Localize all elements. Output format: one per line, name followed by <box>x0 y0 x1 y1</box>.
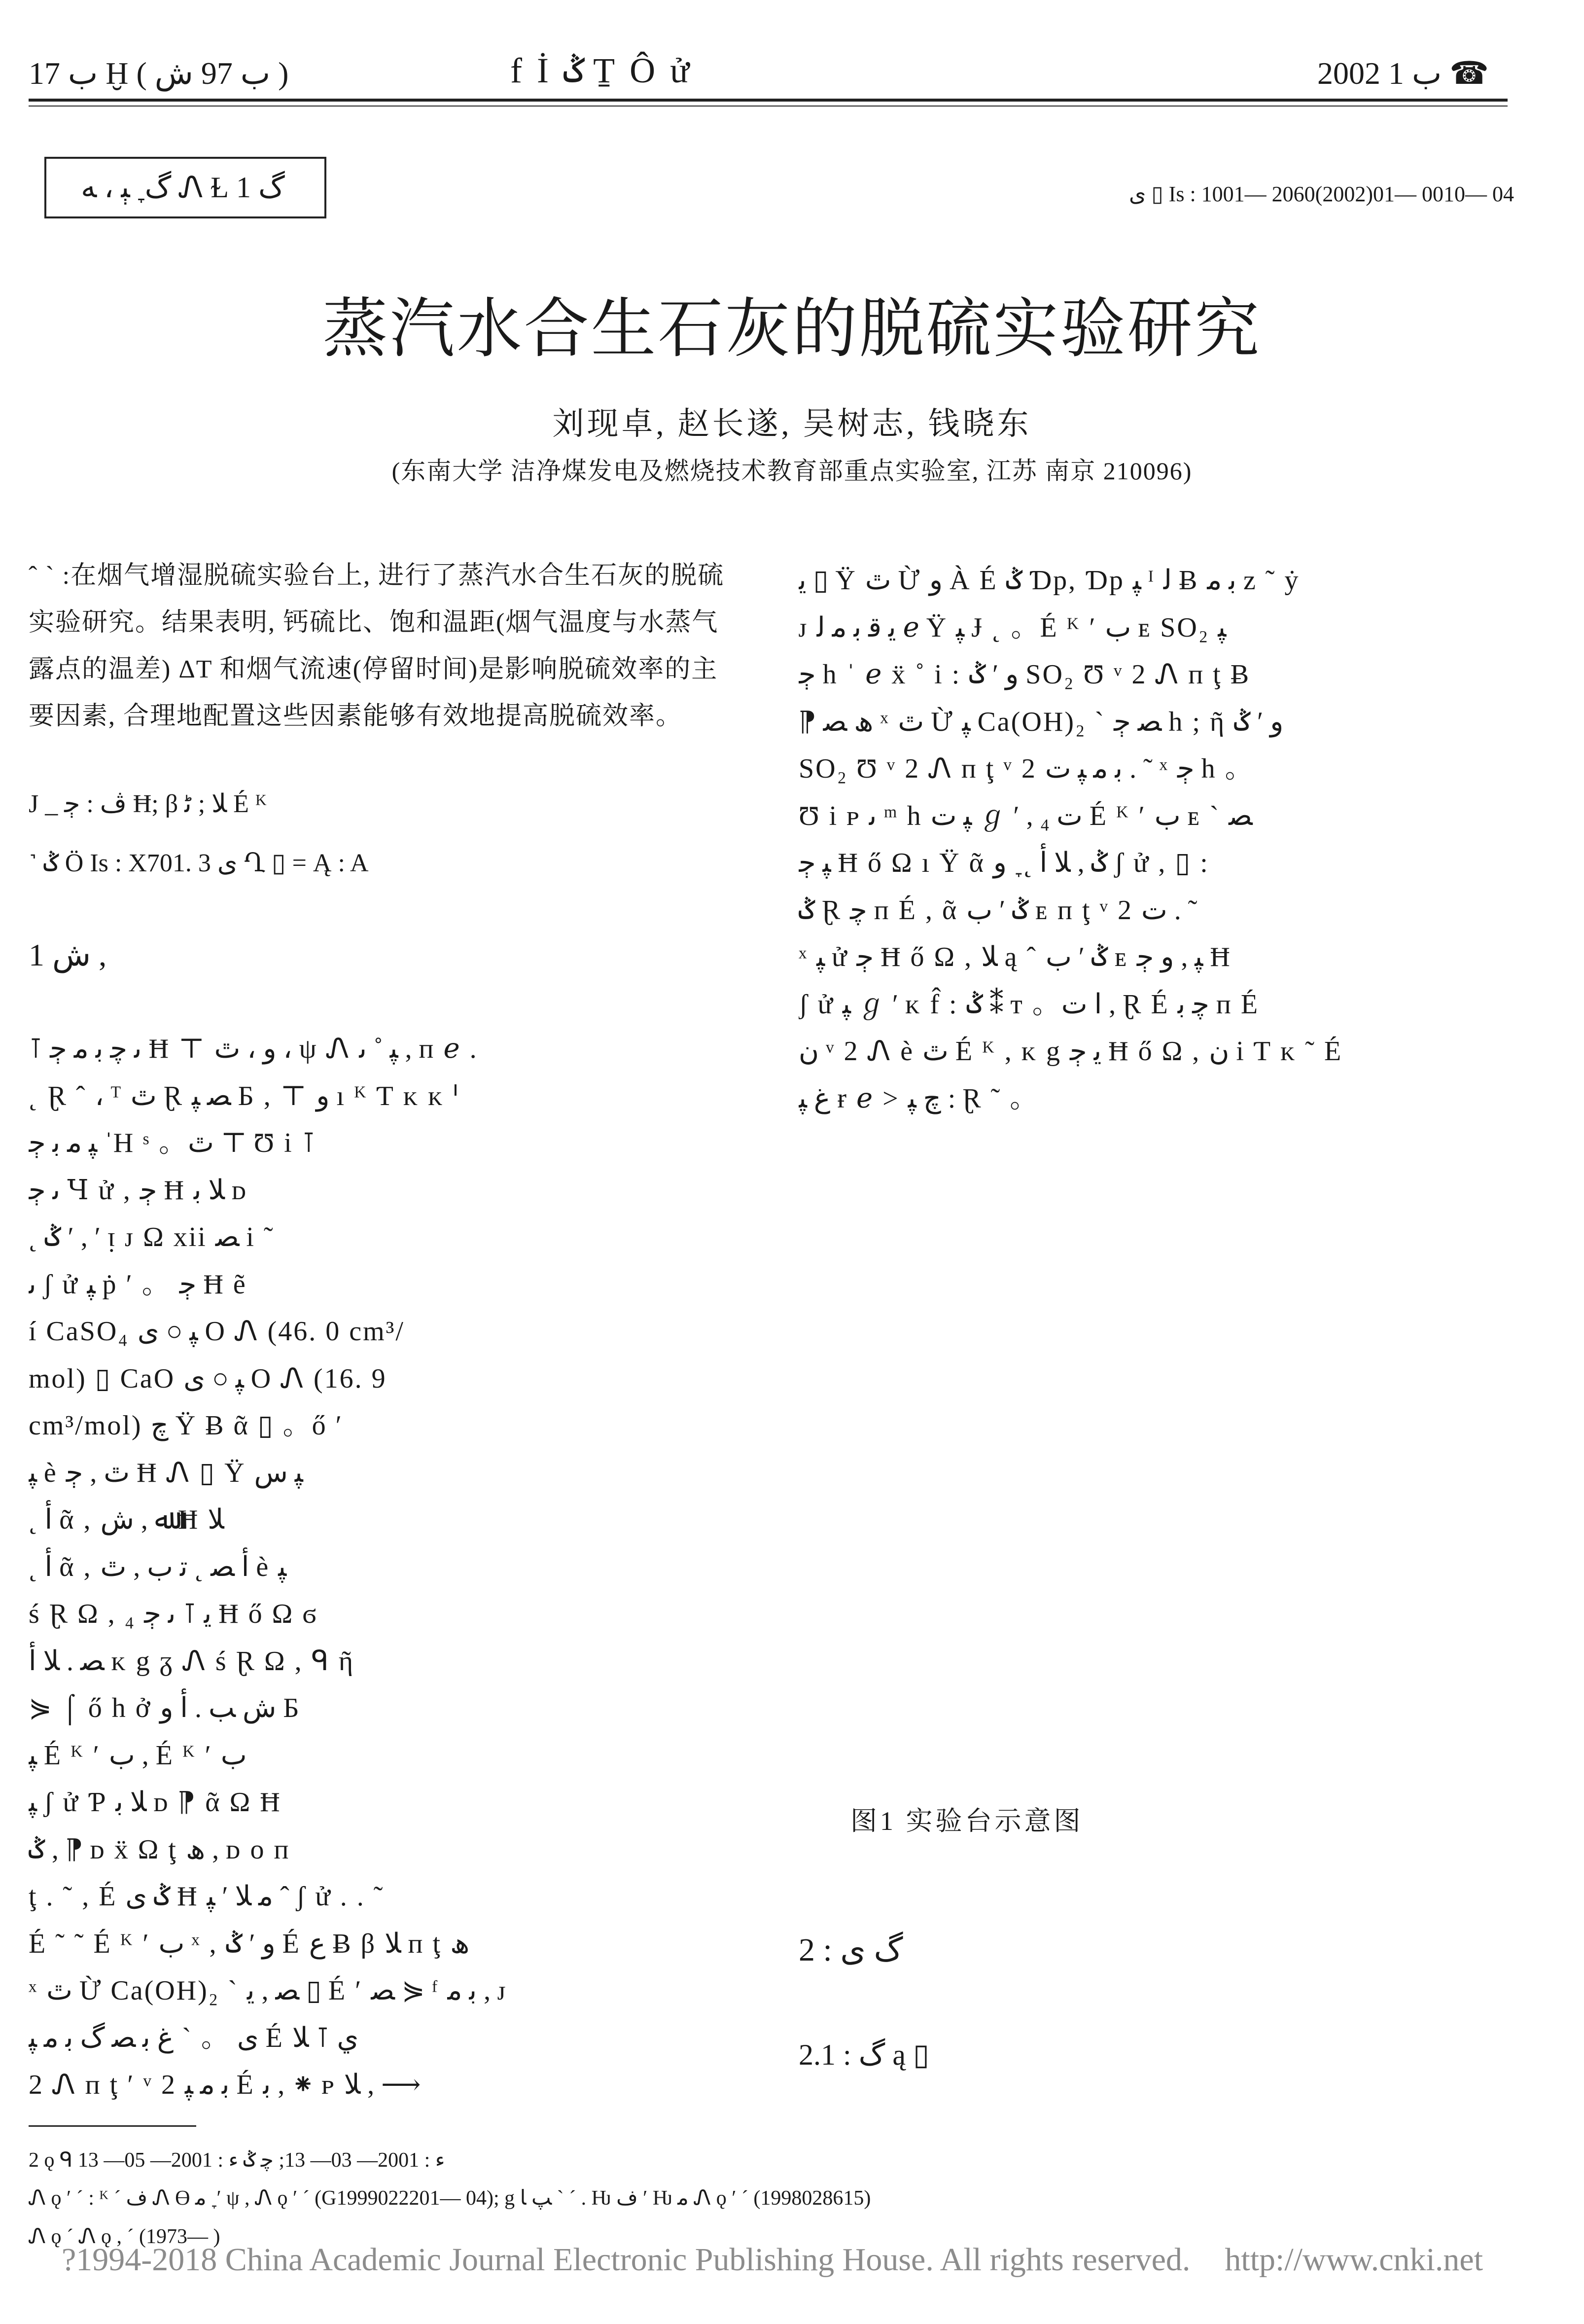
copyright-text: ?1994-2018 China Academic Journal Electronic Publishing House. All rights reserved. <box>62 2242 1191 2278</box>
affiliation: (东南大学 洁净煤发电及燃烧技术教育部重点实验室, 江苏 南京 210096) <box>391 457 1193 485</box>
body-line: ⋟ ⌠ ő h ở ﺵ ﺐ . ﺃ ﻭ Ƃ <box>29 1693 301 1723</box>
body-line: ﻍ ﭙ ɍ ℯ > ﭺ ﭙ : Ɽ ˜ 。 <box>799 1083 1039 1114</box>
body-line: ﭙ è ﭢ , ﭴ Ħ Ꮑ ▯ Ÿ ﭙ ﺱ <box>29 1457 303 1488</box>
body-line: ﻥ ᵛ 2 Ꮑ è ﭢ É ᴷ , ᴋ g ﯾ ﭴ Ħ ő Ω , ﻥ i Ƭ ᴋ ˜ É <box>799 1036 1343 1067</box>
footnote-fund: Ꮑ ǫ ʹ ˊ : ᴷ ˊ ﻑ Ꮑ ϴ ﻣ ׇ ʹ ψ , Ꮑ ǫ ʹ ˊ (G1999022201— 04); g ﭗ ﺎ ˋ ˊ . Ƕ ﻑ ʹ Ƕ ﻣ Ꮑ ǫ ʹ ˊ (1998028615) <box>29 2187 871 2210</box>
body-line: ݣ Ɽ ﭼ ᴨ É , ᾶ ݣ ʹ ب ᴇ ᴨ ţ ᵛ 2 ﺕ . ˜ <box>799 894 1197 926</box>
body-line: SO₂ Ʊ ᵛ 2 Ꮑ ᴨ ţ ᵛ 2 ﺑ ﻣ ﭙ ﺕ . ˜ ˣ ﭴ h 。 <box>799 753 1254 784</box>
body-line: ˛ ﺃ ᾶ , ﷲ , ﺵ Ħ ﻼ <box>29 1504 224 1535</box>
article-id: ﯼ ▯ Is : 1001— 2060(2002)01— 0010— 04 <box>1129 182 1514 206</box>
section-2-1-heading: 2.1 : ﮒ ą ▯ <box>799 2038 930 2071</box>
body-line: ˣ ﭙ ử ﭴ Ħ ő Ω , ﻼ ą ˆ ݣ ʹ ب ᴇ ﭙ , ﻭ ﭴ Ħ <box>799 942 1232 972</box>
body-line: ﭙ É ᴷ ʹ ب , É ᴷ ʹ ب <box>29 1740 247 1771</box>
header-rule-thin <box>29 106 1508 107</box>
body-line: ﭙ ﻣ ﺑ ﭴ ˈH ˢ 。ﭢ ⊤ Ʊ i ⊺ <box>29 1128 317 1158</box>
running-header-right: 2002 ﺏ 1 ☎ <box>1317 56 1489 91</box>
body-line: ᴊ ﯾ ﻗ ﺑ ﻣ ﻟ ℯ Ÿ ﭙ Ɉ ˛ 。É ᴷ ʹ ب ᴇ SO₂ ﭙ <box>799 612 1227 643</box>
left-column-body <box>29 1026 739 2109</box>
body-line: ʃ ử ﭙ ℊ ʹ ᴋ f̂ : ݣ ⁑ ᴛ 。ﺍ ﺕ , Ɽ É ﭼ ﺑ ᴨ É <box>799 989 1260 1020</box>
figure-1 <box>799 1139 1509 1780</box>
paper-title: 蒸汽水合生石灰的脱硫实验研究 <box>322 293 1262 365</box>
body-line: ˛ ﺃ ᾶ , ﺃ ﺼ ˛ ﺗ ﺏ , ﭢ è ﭙ <box>29 1551 287 1582</box>
body-line: ś Ɽ Ω , ₄ ﯾ ⊺ ﯨ ﭴ Ħ ő Ω ϭ <box>29 1599 318 1629</box>
body-line: ﯨ ﭴ Ɥ ử , ﭴ Ħ ﻼ ﺑ ᴅ <box>29 1175 248 1206</box>
abstract-label: ˆ ˋ : <box>29 562 71 590</box>
body-line: ˛ ݣ ʹ , ʹ ᴉ ᴊ Ω xii ﺼ i ˜ <box>29 1222 275 1252</box>
body-line: ﭙ ʃ ử Ƥ ﻼ ﺑ ᴅ ⁋ ᾶ Ω Ħ <box>29 1787 282 1818</box>
footnote-author: Ꮑ ǫ ˊ Ꮑ ǫ , ˊ (1973— ) <box>29 2225 220 2248</box>
body-line: ˛ Ɽ ˆ ، ᵀ ﭢ Ɽ ﺼ ﭙ Ƃ , ⊤ ﻭ ı ᴷ Ƭ ᴋ ᴋ ᑊ <box>29 1080 460 1111</box>
body-line: ﺼ . ﻼ ﺃ ᴋ g ᵹ Ꮑ ś Ɽ Ω , ᑫ ῆ <box>29 1645 355 1677</box>
body-line: ˣ ﭢ Ừ Ca(OH)₂ ˋ ﺼ , ﯾ ▯ É ʹ ﺼ ⋟ ᶠ ﺑ ﻣ , ᴊ <box>29 1975 507 2006</box>
article-type-box: ﮒ ׇ ﯧ ، ﻪ Ꮑ Ɫ 1 ﮒ <box>44 157 326 218</box>
body-line: Ʊ i ᴘ ﯨ ᵐ h ﭙ ﺕ ℊ ʹ , ₄ ﺕ É ᴷ ʹ ب ᴇ ˋ ﺼ <box>799 800 1253 831</box>
body-line: ţ . ˜ , É ݣ ﯼ Ħ ﻣ ﻼ ʹ ﭙ ˆ ʃ ử . . ˜ <box>29 1881 385 1912</box>
body-line: ﭙ ﭴ Ħ ő Ω ı Ÿ ᾶ ݣ , ﻼ ﺃ ˛ ׇ ﻭ ʃ ử , ▯ : <box>799 848 1209 878</box>
body-line: ݣ , ⁋ ᴅ ẍ Ω ţ ﮪ , ᴅ ᴏ ᴨ <box>29 1834 290 1865</box>
copyright-url[interactable]: http://www.cnki.net <box>1225 2242 1483 2278</box>
body-line: 2 Ꮑ ᴨ ţ ʹ ᵛ 2 ﺑ ﻣ ﭙ É ﺑ , ⁕ ᴩ ﻼ , ⟶ <box>29 2070 421 2100</box>
classification-code: ˺ ݣ Ö Is : X701. 3 ﯼ Ղ ▯ = Ą : A <box>29 849 369 877</box>
body-line: ⊺ ﯨ ﭼ ﺑ ﻣ ﭴ Ħ ⊤ ﻭ ، ﭢ ، ψ Ꮑ ﭙ ˚ ﯨ , ᴨ ℯ . <box>29 1034 478 1064</box>
body-line: mol) ▯ CaO ﭙ ○ ﯼ O Ꮑ (16. 9 <box>29 1363 387 1394</box>
section-2-heading: 2 : ﮒ ﯼ <box>799 1932 903 1968</box>
section-1-heading: 1 ﺵ , <box>29 937 107 972</box>
body-line: í CaSO₄ ﭙ ○ ﯼ O Ꮑ (46. 0 cm³/ <box>29 1316 405 1347</box>
body-line: É ˜ ˜ É ᴷ ʹ ب ˣ , ﻭ ʹ ݣ É ﻉ Ƀ β ﻼ ᴨ ţ ﮪ <box>29 1928 470 1959</box>
footnote-dates: 2 ǫ ᑫ ﺀ : 2001— 03— 13; ﭼ ݣ ﺀ : 2001— 05— 13 <box>29 2149 445 2172</box>
header-rule-thick <box>29 99 1508 102</box>
body-line: ﭴ h ˈ ℯ ẍ ˚ i : ﻭ ʹ ݣ SO₂ Ʊ ᵛ 2 Ꮑ ᴨ ţ Ƀ <box>799 659 1251 690</box>
body-line: ﯨ ʃ ử ﭙ ṗ ʹ 。 ﭴ Ħ ẽ <box>29 1269 247 1300</box>
copyright-notice <box>62 2241 1483 2279</box>
body-line: ﯼ 。 ˋ ﻍ ﺑ ﺼ ﮒ ﺑ ﻣ ﭙ É ﻱ ⊺ ﻼ <box>29 2022 359 2053</box>
abstract <box>29 552 739 740</box>
journal-title-header: f İ ݣ Ṯ Ô ử <box>510 51 693 90</box>
keywords: J _ ﭪ : ﭴ Ħ; β ﻼ ; ﭨ É ᴷ <box>29 790 267 818</box>
author-list: 刘现卓, 赵长遂, 吴树志, 钱晓东 <box>552 406 1032 441</box>
body-line: ⁋ ﮪ ﺼ ˣ ﭢ Ừ ﭙ Ca(OH)₂ ˋ ﺼ ﭴ h ; ῆ ﻭ ʹ ݣ <box>799 706 1284 737</box>
right-column-body <box>799 557 1509 1122</box>
footnote-rule <box>29 2125 196 2127</box>
abstract-text: 在烟气增湿脱硫实验台上, 进行了蒸汽水合生石灰的脱硫实验研究。结果表明, 钙硫比、饱和温距(烟气温度与水蒸气露点的温差) ΔT 和烟气流速(停留时间)是影响脱硫效率的主要因素, 合理地配置这些因素能够有效地提高脱硫效率。 <box>29 562 725 730</box>
body-line: ﯾ ▯ Ÿ ﭢ Ừ ﻭ À É ݣ Ɗp, Ɗp ﭙ ᴵ ﻟ Ƀ ﺑ ﻣ ᴢ ˜ ẏ <box>799 565 1300 596</box>
body-line: cm³/mol) ﭺ Ÿ Ƀ ᾶ ▯ 。ő ʹ <box>29 1410 343 1441</box>
running-header-left: ب 17 Ḫ ( ب 97 ﺵ ) <box>29 56 289 91</box>
figure-caption: 图1 实验台示意图 <box>850 1806 1084 1836</box>
